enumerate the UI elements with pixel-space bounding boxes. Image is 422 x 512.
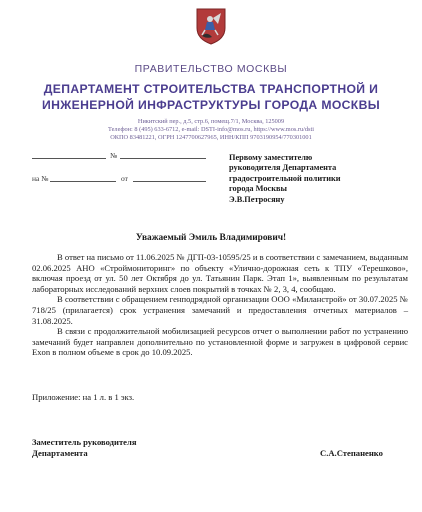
department-title-line2: ИНЖЕНЕРНОЙ ИНФРАСТРУКТУРЫ ГОРОДА МОСКВЫ bbox=[41, 98, 381, 112]
signatory-position-line1: Заместитель руководителя bbox=[32, 437, 137, 447]
moscow-coat-of-arms-icon bbox=[194, 6, 228, 46]
signatory-name: С.А.Степаненко bbox=[320, 448, 383, 458]
letter-paragraph-1: В ответ на письмо от 11.06.2025 № ДГП-03-10595/25 и в соответствии с замечанием, выданным 02.06.2025 АНО «Строймониторинг» по объекту «Улично-дорожная сеть к ТПУ «Терешково», включая проезд от ул. 50 лет Октября до ул. Татьянин Парк. Этап 1», выявленным по результатам лабораторных исследований верхних слоев покрытий в точках № 2, 3, 4, сообщаю. bbox=[32, 252, 409, 294]
letter-paragraph-3: В связи с продолжительной мобилизацией ресурсов отчет о выполнении работ по устранению замечаний будет направлен дополнительно по установленной форме и загружен в цифровой сервис Exon в полном объеме в срок до 10.09.2025. bbox=[32, 326, 408, 358]
addressee-line: руководителя Департамента bbox=[229, 163, 337, 173]
addressee-line: градостроительной политики bbox=[229, 173, 341, 183]
department-title-line1: ДЕПАРТАМЕНТ СТРОИТЕЛЬСТВА ТРАНСПОРТНОЙ И bbox=[43, 82, 379, 96]
addressee-line: города Москвы bbox=[229, 184, 287, 194]
addressee-name: Э.В.Петросяну bbox=[229, 194, 285, 204]
salutation: Уважаемый Эмиль Владимирович! bbox=[135, 233, 287, 243]
contacts-address: Никитский пер., д.5, стр.6, помещ.7/1, Москва, 125009 bbox=[137, 118, 285, 125]
incoming-date-label: от bbox=[121, 174, 128, 183]
department-title bbox=[20, 81, 402, 113]
addressee-line: Первому заместителю bbox=[229, 153, 313, 162]
signatory-position bbox=[32, 437, 136, 459]
outgoing-number-sign: № bbox=[110, 151, 118, 160]
incoming-date-line bbox=[133, 181, 206, 182]
outgoing-date-line bbox=[32, 158, 106, 159]
signatory-position-line2: Департамента bbox=[32, 448, 88, 458]
incoming-number-line bbox=[50, 181, 116, 182]
letter-body bbox=[32, 252, 408, 358]
government-title: ПРАВИТЕЛЬСТВО МОСКВЫ bbox=[134, 63, 288, 75]
addressee-block bbox=[229, 153, 414, 205]
letter-paragraph-2: В соответствии с обращением генподрядной организации ООО «Миланстрой» от 30.07.2025 № 718/25 (прилагается) срок устранения замечаний и предоставления отчетных материалов – 31.08.2025. bbox=[32, 294, 408, 326]
contacts-registry: ОКПО 83481221, ОГРН 1247700627965, ИНН/КПП 9703190954/770301001 bbox=[110, 134, 312, 141]
contacts-phone-email: Телефон: 8 (495) 633-6712, e-mail: DSTI-info@mos.ru, https://www.mos.ru/dsti bbox=[108, 126, 314, 133]
outgoing-number-line bbox=[120, 158, 206, 159]
department-contacts bbox=[20, 118, 402, 142]
incoming-number-label: на № bbox=[32, 174, 49, 183]
attachment-note: Приложение: на 1 л. в 1 экз. bbox=[32, 392, 135, 402]
